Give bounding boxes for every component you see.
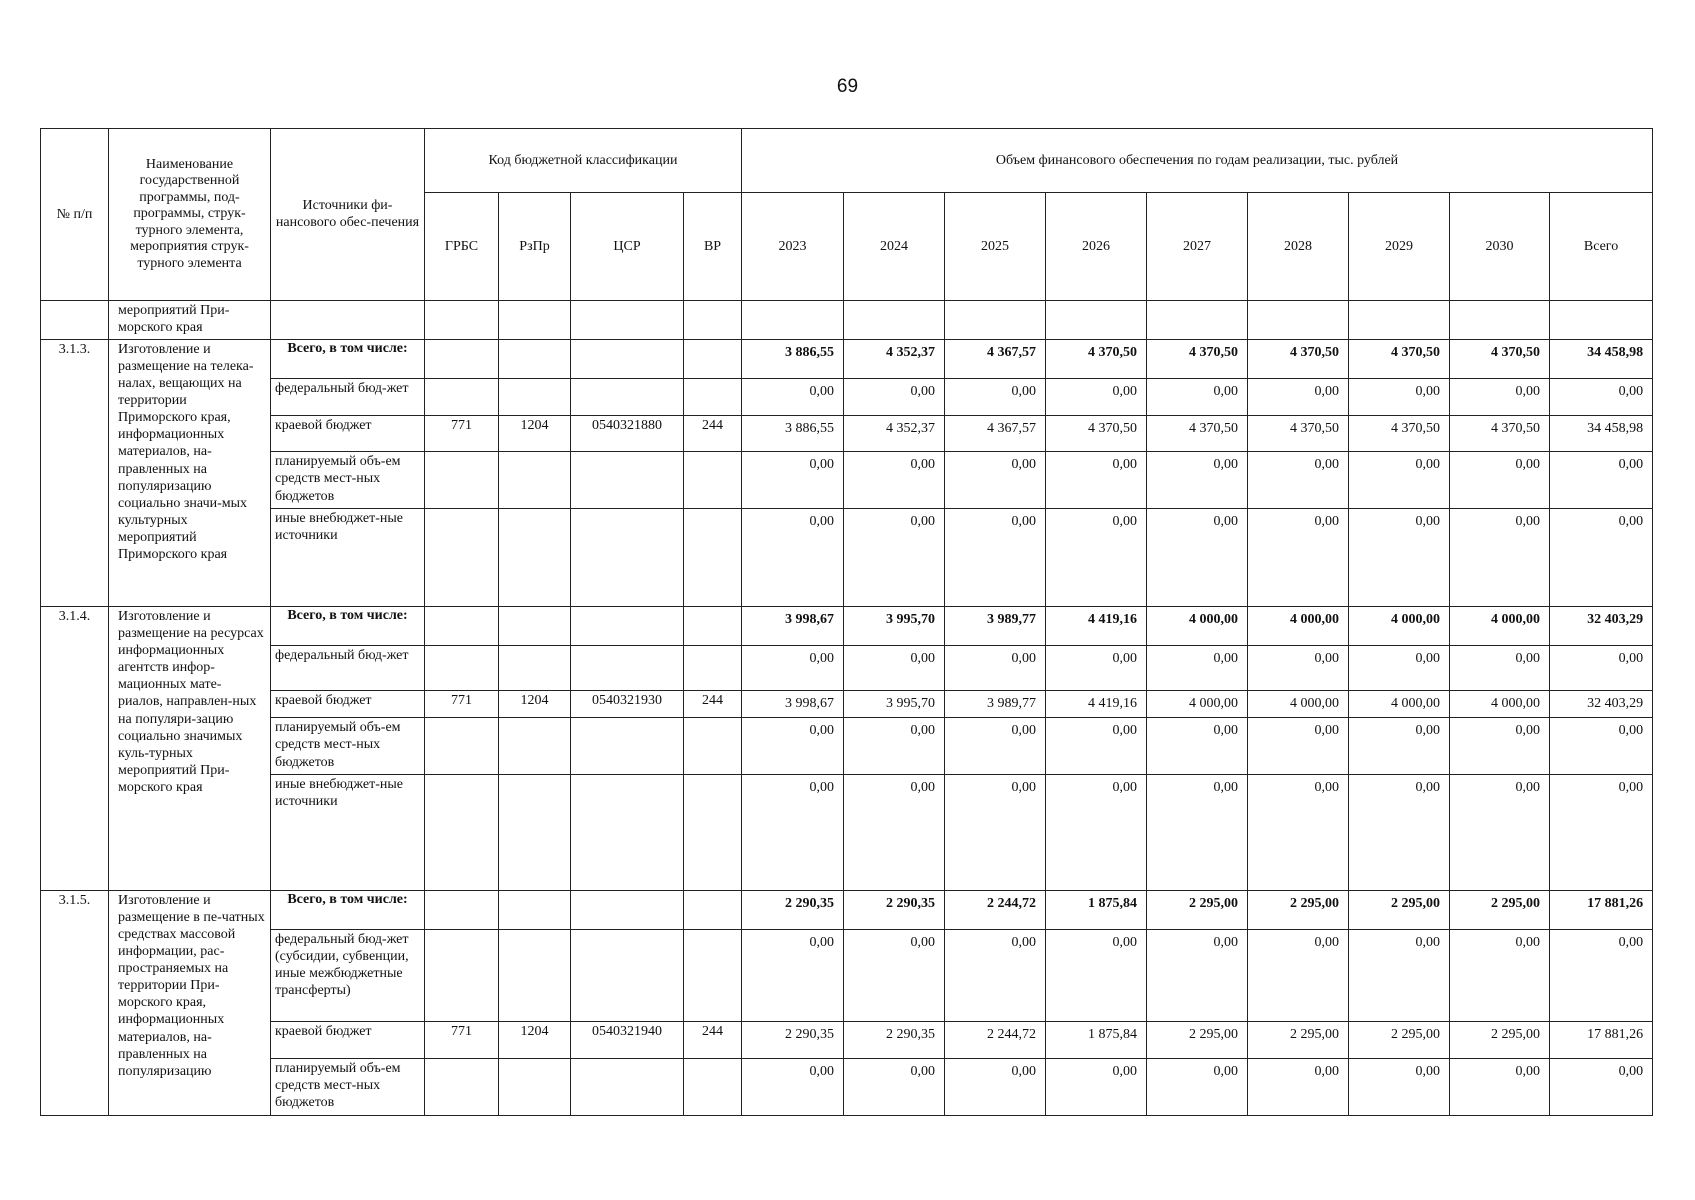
- total-value-cell: 0,00: [1550, 1058, 1653, 1115]
- rzpr-cell: [499, 718, 571, 775]
- year-value-cell: 4 370,50: [1349, 415, 1450, 452]
- rzpr-cell: [499, 378, 571, 415]
- year-value-cell: 0,00: [1147, 1058, 1248, 1115]
- source-total-cell: Всего, в том числе:: [271, 340, 425, 379]
- csr-cell: [571, 607, 684, 646]
- total-value-cell: 0,00: [1550, 645, 1653, 690]
- rzpr-cell: [499, 645, 571, 690]
- year-value-cell: 4 370,50: [1248, 340, 1349, 379]
- header-grbs: ГРБС: [425, 193, 499, 301]
- year-value-cell: 0,00: [1248, 452, 1349, 509]
- table-row: [41, 890, 1653, 929]
- year-value-cell: 0,00: [945, 718, 1046, 775]
- year-value-cell: 3 995,70: [844, 607, 945, 646]
- year-value-cell: 0,00: [1147, 452, 1248, 509]
- header-total: Всего: [1550, 193, 1653, 301]
- year-value-cell: 0,00: [1248, 718, 1349, 775]
- year-value-cell: 2 290,35: [844, 1022, 945, 1059]
- source-cell: планируемый объ-ем средств мест-ных бюджетов: [271, 1058, 425, 1115]
- csr-cell: 0540321880: [571, 415, 684, 452]
- year-value-cell: 4 370,50: [1046, 415, 1147, 452]
- grbs-cell: [425, 340, 499, 379]
- year-value-cell: 0,00: [1147, 929, 1248, 1021]
- vr-cell: 244: [684, 691, 742, 718]
- header-volume-group: Объем финансового обеспечения по годам реализации, тыс. рублей: [742, 129, 1653, 193]
- source-total-cell: Всего, в том числе:: [271, 607, 425, 646]
- year-value-cell: 0,00: [945, 775, 1046, 891]
- vr-cell: 244: [684, 415, 742, 452]
- page-number: 69: [836, 76, 859, 97]
- year-value-cell: 0,00: [1248, 929, 1349, 1021]
- year-value-cell: 4 000,00: [1147, 607, 1248, 646]
- grbs-cell: [425, 645, 499, 690]
- year-value-cell: 3 886,55: [742, 415, 844, 452]
- carryover-name-cell: мероприятий При-морского края: [109, 301, 271, 340]
- csr-cell: [571, 340, 684, 379]
- vr-cell: [684, 645, 742, 690]
- year-value-cell: 4 370,50: [1248, 415, 1349, 452]
- vr-cell: [684, 1058, 742, 1115]
- year-value-cell: 2 295,00: [1147, 1022, 1248, 1059]
- total-value-cell: 0,00: [1550, 775, 1653, 891]
- year-value-cell: 0,00: [844, 775, 945, 891]
- source-cell: краевой бюджет: [271, 1022, 425, 1059]
- year-value-cell: 0,00: [1248, 509, 1349, 607]
- rzpr-cell: [499, 1058, 571, 1115]
- year-value-cell: 0,00: [1349, 775, 1450, 891]
- year-value-cell: 0,00: [844, 1058, 945, 1115]
- year-value-cell: 2 295,00: [1450, 1022, 1550, 1059]
- source-cell: краевой бюджет: [271, 415, 425, 452]
- csr-cell: [571, 718, 684, 775]
- header-year: 2028: [1248, 193, 1349, 301]
- header-year: 2029: [1349, 193, 1450, 301]
- year-value-cell: 0,00: [742, 929, 844, 1021]
- year-value-cell: 3 998,67: [742, 691, 844, 718]
- carryover-number-cell: [41, 301, 109, 340]
- year-value-cell: 0,00: [1450, 929, 1550, 1021]
- year-value-cell: 0,00: [945, 645, 1046, 690]
- year-value-cell: 0,00: [742, 775, 844, 891]
- total-value-cell: 32 403,29: [1550, 607, 1653, 646]
- empty-cell: [425, 301, 499, 340]
- item-number-cell: 3.1.4.: [41, 607, 109, 891]
- empty-cell: [1550, 301, 1653, 340]
- table-row: [41, 452, 1653, 509]
- rzpr-cell: [499, 890, 571, 929]
- header-csr: ЦСР: [571, 193, 684, 301]
- carryover-row: [41, 301, 1653, 340]
- rzpr-cell: [499, 340, 571, 379]
- empty-cell: [742, 301, 844, 340]
- year-value-cell: 0,00: [945, 452, 1046, 509]
- year-value-cell: 0,00: [1248, 645, 1349, 690]
- year-value-cell: 2 295,00: [1450, 890, 1550, 929]
- year-value-cell: 0,00: [844, 509, 945, 607]
- year-value-cell: 0,00: [1450, 509, 1550, 607]
- year-value-cell: 3 989,77: [945, 607, 1046, 646]
- table-row: [41, 929, 1653, 1021]
- table-row: [41, 691, 1653, 718]
- empty-cell: [271, 301, 425, 340]
- rzpr-cell: 1204: [499, 415, 571, 452]
- csr-cell: [571, 645, 684, 690]
- year-value-cell: 0,00: [1349, 718, 1450, 775]
- year-value-cell: 0,00: [1450, 775, 1550, 891]
- source-cell: федеральный бюд-жет: [271, 645, 425, 690]
- grbs-cell: 771: [425, 691, 499, 718]
- year-value-cell: 4 370,50: [1450, 340, 1550, 379]
- year-value-cell: 4 370,50: [1147, 415, 1248, 452]
- empty-cell: [1046, 301, 1147, 340]
- year-value-cell: 0,00: [844, 452, 945, 509]
- year-value-cell: 0,00: [844, 929, 945, 1021]
- source-cell: иные внебюджет-ные источники: [271, 775, 425, 891]
- year-value-cell: 4 370,50: [1349, 340, 1450, 379]
- grbs-cell: [425, 509, 499, 607]
- header-year: 2024: [844, 193, 945, 301]
- year-value-cell: 0,00: [1046, 775, 1147, 891]
- year-value-cell: 2 244,72: [945, 890, 1046, 929]
- rzpr-cell: [499, 607, 571, 646]
- source-cell: краевой бюджет: [271, 691, 425, 718]
- rzpr-cell: [499, 775, 571, 891]
- total-value-cell: 0,00: [1550, 718, 1653, 775]
- year-value-cell: 0,00: [742, 378, 844, 415]
- item-number-cell: 3.1.3.: [41, 340, 109, 607]
- source-cell: планируемый объ-ем средств мест-ных бюджетов: [271, 718, 425, 775]
- year-value-cell: 4 000,00: [1450, 607, 1550, 646]
- year-value-cell: 0,00: [844, 378, 945, 415]
- header-year: 2030: [1450, 193, 1550, 301]
- total-value-cell: 34 458,98: [1550, 340, 1653, 379]
- total-value-cell: 0,00: [1550, 509, 1653, 607]
- year-value-cell: 0,00: [844, 718, 945, 775]
- empty-cell: [571, 301, 684, 340]
- item-name-cell: Изготовление и размещение в пе-чатных средствах массовой информации, рас-пространяемых на территории При-морского края, информационных материалов, на-правленных на популяризацию: [109, 890, 271, 1115]
- item-name-cell: Изготовление и размещение на ресурсах информационных агентств инфор-мационных мате-риалов, направлен-ных на популяри-зацию социально значимых куль-турных мероприятий При-морского края: [109, 607, 271, 891]
- total-value-cell: 0,00: [1550, 452, 1653, 509]
- year-value-cell: 1 875,84: [1046, 890, 1147, 929]
- year-value-cell: 0,00: [1450, 452, 1550, 509]
- table-row: [41, 415, 1653, 452]
- item-number-cell: 3.1.5.: [41, 890, 109, 1115]
- header-rzpr: РзПр: [499, 193, 571, 301]
- grbs-cell: [425, 775, 499, 891]
- year-value-cell: 0,00: [1147, 718, 1248, 775]
- csr-cell: [571, 452, 684, 509]
- year-value-cell: 2 295,00: [1248, 890, 1349, 929]
- empty-cell: [1248, 301, 1349, 340]
- year-value-cell: 0,00: [1046, 452, 1147, 509]
- year-value-cell: 0,00: [1450, 378, 1550, 415]
- grbs-cell: [425, 452, 499, 509]
- vr-cell: [684, 340, 742, 379]
- vr-cell: [684, 775, 742, 891]
- year-value-cell: 0,00: [742, 452, 844, 509]
- grbs-cell: 771: [425, 1022, 499, 1059]
- year-value-cell: 4 419,16: [1046, 691, 1147, 718]
- vr-cell: [684, 890, 742, 929]
- year-value-cell: 2 295,00: [1349, 890, 1450, 929]
- empty-cell: [844, 301, 945, 340]
- year-value-cell: 0,00: [1046, 718, 1147, 775]
- year-value-cell: 2 295,00: [1349, 1022, 1450, 1059]
- year-value-cell: 3 998,67: [742, 607, 844, 646]
- csr-cell: [571, 775, 684, 891]
- year-value-cell: 4 000,00: [1248, 691, 1349, 718]
- year-value-cell: 0,00: [1046, 509, 1147, 607]
- year-value-cell: 0,00: [1046, 1058, 1147, 1115]
- year-value-cell: 0,00: [742, 645, 844, 690]
- item-name-cell: Изготовление и размещение на телека-налах, вещающих на территории Приморского края, информационных материалов, на-правленных на популяризацию социально значи-мых культурных мероприятий Приморского края: [109, 340, 271, 607]
- total-value-cell: 17 881,26: [1550, 1022, 1653, 1059]
- header-number: № п/п: [41, 129, 109, 301]
- year-value-cell: 0,00: [1349, 1058, 1450, 1115]
- year-value-cell: 4 000,00: [1147, 691, 1248, 718]
- vr-cell: [684, 452, 742, 509]
- header-source: Источники фи-нансового обес-печения: [271, 129, 425, 301]
- vr-cell: [684, 509, 742, 607]
- csr-cell: [571, 1058, 684, 1115]
- year-value-cell: 0,00: [1349, 929, 1450, 1021]
- year-value-cell: 0,00: [1248, 1058, 1349, 1115]
- empty-cell: [499, 301, 571, 340]
- year-value-cell: 0,00: [1349, 645, 1450, 690]
- header-vr: ВР: [684, 193, 742, 301]
- source-cell: планируемый объ-ем средств мест-ных бюджетов: [271, 452, 425, 509]
- csr-cell: 0540321930: [571, 691, 684, 718]
- csr-cell: [571, 509, 684, 607]
- rzpr-cell: [499, 452, 571, 509]
- year-value-cell: 0,00: [1046, 378, 1147, 415]
- csr-cell: [571, 890, 684, 929]
- year-value-cell: 0,00: [945, 509, 1046, 607]
- source-cell: федеральный бюд-жет: [271, 378, 425, 415]
- year-value-cell: 2 290,35: [844, 890, 945, 929]
- grbs-cell: [425, 1058, 499, 1115]
- table-row: [41, 1058, 1653, 1115]
- vr-cell: [684, 718, 742, 775]
- year-value-cell: 4 000,00: [1349, 691, 1450, 718]
- vr-cell: [684, 929, 742, 1021]
- grbs-cell: [425, 378, 499, 415]
- header-year: 2025: [945, 193, 1046, 301]
- year-value-cell: 3 886,55: [742, 340, 844, 379]
- grbs-cell: [425, 929, 499, 1021]
- year-value-cell: 0,00: [742, 509, 844, 607]
- year-value-cell: 0,00: [1147, 645, 1248, 690]
- year-value-cell: 4 352,37: [844, 340, 945, 379]
- year-value-cell: 1 875,84: [1046, 1022, 1147, 1059]
- table-row: [41, 509, 1653, 607]
- year-value-cell: 0,00: [1349, 452, 1450, 509]
- grbs-cell: [425, 607, 499, 646]
- empty-cell: [684, 301, 742, 340]
- year-value-cell: 0,00: [945, 1058, 1046, 1115]
- rzpr-cell: [499, 929, 571, 1021]
- rzpr-cell: [499, 509, 571, 607]
- year-value-cell: 3 989,77: [945, 691, 1046, 718]
- csr-cell: 0540321940: [571, 1022, 684, 1059]
- year-value-cell: 0,00: [1147, 775, 1248, 891]
- year-value-cell: 0,00: [1147, 509, 1248, 607]
- year-value-cell: 4 000,00: [1349, 607, 1450, 646]
- grbs-cell: 771: [425, 415, 499, 452]
- header-year: 2027: [1147, 193, 1248, 301]
- year-value-cell: 0,00: [1349, 509, 1450, 607]
- year-value-cell: 0,00: [1450, 1058, 1550, 1115]
- year-value-cell: 4 000,00: [1248, 607, 1349, 646]
- header-year: 2023: [742, 193, 844, 301]
- year-value-cell: 2 290,35: [742, 890, 844, 929]
- year-value-cell: 0,00: [945, 929, 1046, 1021]
- vr-cell: [684, 607, 742, 646]
- year-value-cell: 4 000,00: [1450, 691, 1550, 718]
- rzpr-cell: 1204: [499, 691, 571, 718]
- vr-cell: 244: [684, 1022, 742, 1059]
- grbs-cell: [425, 890, 499, 929]
- csr-cell: [571, 929, 684, 1021]
- empty-cell: [1450, 301, 1550, 340]
- table-row: [41, 718, 1653, 775]
- year-value-cell: 0,00: [1349, 378, 1450, 415]
- header-budget-code-group: Код бюджетной классификации: [425, 129, 742, 193]
- source-cell: иные внебюджет-ные источники: [271, 509, 425, 607]
- total-value-cell: 0,00: [1550, 378, 1653, 415]
- year-value-cell: 0,00: [1046, 645, 1147, 690]
- header-name: Наименование государственной программы, под-программы, струк-турного элемента, мероприятия струк-турного элемента: [109, 129, 271, 301]
- total-value-cell: 17 881,26: [1550, 890, 1653, 929]
- table-row: [41, 645, 1653, 690]
- total-value-cell: 32 403,29: [1550, 691, 1653, 718]
- table-row: [41, 378, 1653, 415]
- year-value-cell: 0,00: [844, 645, 945, 690]
- table-row: [41, 1022, 1653, 1059]
- year-value-cell: 0,00: [1147, 378, 1248, 415]
- source-total-cell: Всего, в том числе:: [271, 890, 425, 929]
- year-value-cell: 2 290,35: [742, 1022, 844, 1059]
- empty-cell: [1349, 301, 1450, 340]
- rzpr-cell: 1204: [499, 1022, 571, 1059]
- year-value-cell: 0,00: [945, 378, 1046, 415]
- year-value-cell: 0,00: [1450, 718, 1550, 775]
- year-value-cell: 4 367,57: [945, 340, 1046, 379]
- year-value-cell: 2 295,00: [1248, 1022, 1349, 1059]
- year-value-cell: 4 370,50: [1147, 340, 1248, 379]
- year-value-cell: 2 244,72: [945, 1022, 1046, 1059]
- empty-cell: [945, 301, 1046, 340]
- year-value-cell: 4 352,37: [844, 415, 945, 452]
- year-value-cell: 3 995,70: [844, 691, 945, 718]
- year-value-cell: 0,00: [1046, 929, 1147, 1021]
- year-value-cell: 0,00: [1248, 775, 1349, 891]
- year-value-cell: 0,00: [1450, 645, 1550, 690]
- grbs-cell: [425, 718, 499, 775]
- table-row: [41, 607, 1653, 646]
- source-cell: федеральный бюд-жет (субсидии, субвенции, иные межбюджетные трансферты): [271, 929, 425, 1021]
- total-value-cell: 0,00: [1550, 929, 1653, 1021]
- year-value-cell: 4 370,50: [1450, 415, 1550, 452]
- year-value-cell: 2 295,00: [1147, 890, 1248, 929]
- header-year: 2026: [1046, 193, 1147, 301]
- total-value-cell: 34 458,98: [1550, 415, 1653, 452]
- year-value-cell: 0,00: [742, 718, 844, 775]
- empty-cell: [1147, 301, 1248, 340]
- budget-table: [40, 128, 1653, 1116]
- vr-cell: [684, 378, 742, 415]
- table-row: [41, 775, 1653, 891]
- year-value-cell: 4 370,50: [1046, 340, 1147, 379]
- year-value-cell: 4 367,57: [945, 415, 1046, 452]
- year-value-cell: 4 419,16: [1046, 607, 1147, 646]
- year-value-cell: 0,00: [1248, 378, 1349, 415]
- year-value-cell: 0,00: [742, 1058, 844, 1115]
- table-row: [41, 340, 1653, 379]
- csr-cell: [571, 378, 684, 415]
